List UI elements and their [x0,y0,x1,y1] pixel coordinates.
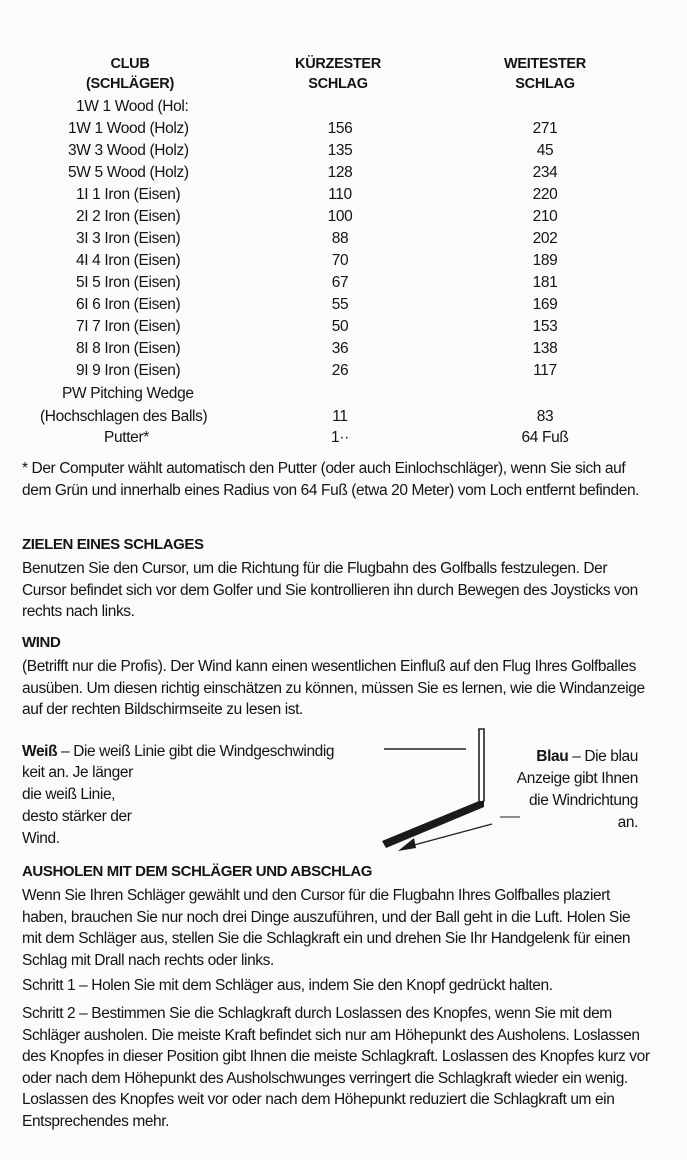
table-row-short: 55 [331,296,349,313]
table-row-club: 3I 3 Iron (Eisen) [76,230,181,247]
table-row-club: 5I 5 Iron (Eisen) [76,274,181,291]
wind-body: (Betrifft nur die Profis). Der Wind kann einen wesentlichen Einfluß auf den Flug Ihres Golfballes ausüben. Um diesen richtig einschätzen zu können, müssen Sie es lernen, wie die Windanzeige auf der rechten Bildschirmseite zu lesen ist. [22,658,645,718]
header-club-line2: (SCHLÄGER) [85,76,175,92]
white-line: die weiß Linie, [22,786,116,803]
table-row-short: 70 [331,252,349,269]
table-row-long: 153 [532,318,558,335]
swing-intro: Wenn Sie Ihren Schläger gewählt und den Cursor für die Flugbahn Ihres Golfballes plaziert haben, brauchen Sie nur noch drei Dinge auszuführen, und der Ball geht in die Luft. Holen Sie mit dem Schläger aus, stellen Sie die Schlagkraft ein und drehen Sie Ihr Handgelenk für einen Schlag mit Drall nach rechts oder links. [22,887,631,969]
header-shortest [278,54,398,94]
table-row-long: 234 [532,164,558,181]
aim-body: Benutzen Sie den Cursor, um die Richtung für die Flugbahn des Golfballs festzulegen. Der Cursor befindet sich vor dem Golfer und Sie kontrollieren ihn durch Bewegen des Joysticks von rechts nach links. [22,560,638,620]
table-row-long: 202 [532,230,558,247]
white-wind-bar [479,729,484,803]
table-row-short: 50 [331,318,349,335]
table-row-long: 45 [536,142,554,159]
table-row-club: (Hochschlagen des Balls) [40,408,208,425]
table-row-short: 11 [332,408,348,425]
table-row-short: 26 [331,362,349,379]
table-row-club: 6I 6 Iron (Eisen) [76,296,181,313]
blue-line: Anzeige gibt Ihnen [516,770,638,787]
table-row-short: 110 [328,186,352,203]
table-row-club: Putter* [104,429,149,446]
table-row-short: 88 [331,230,349,247]
table-row-club: 4I 4 Iron (Eisen) [76,252,181,269]
table-row-long: 189 [532,252,558,269]
wind-indicator-diagram [370,725,530,860]
header-shortest-line2: SCHLAG [308,76,368,92]
table-row-short: 1·· [331,429,349,446]
swing-step1: Schritt 1 – Holen Sie mit dem Schläger aus, indem Sie den Knopf gedrückt halten. [22,977,553,994]
table-row-long: 138 [532,340,558,357]
blue-wind-bar [382,801,484,848]
swing-heading: AUSHOLEN MIT DEM SCHLÄGER UND ABSCHLAG [22,863,373,880]
table-row-club: 1W 1 Wood (Holz) [68,120,189,137]
white-line: – Die weiß Linie gibt die Windgeschwindig [57,743,335,760]
white-line: desto stärker der [22,808,132,825]
table-row-short: 100 [327,208,353,225]
table-row-club: 1W 1 Wood (Hol: [76,98,189,115]
white-label: Weiß [22,743,58,760]
table-row-long: 117 [533,362,557,379]
aim-heading: ZIELEN EINES SCHLAGES [22,536,204,553]
table-row-club: 3W 3 Wood (Holz) [68,142,189,159]
blue-label: Blau [536,748,569,765]
table-row-long: 271 [532,120,558,137]
table-row-club: 1I 1 Iron (Eisen) [76,186,181,203]
table-row-short: 128 [327,164,353,181]
swing-step2: Schritt 2 – Bestimmen Sie die Schlagkraft durch Loslassen des Knopfes, wenn Sie mit dem Schläger ausholen. Die meiste Kraft befindet sich nur am Höhepunkt des Ausholens. Loslassen des Knopfes in dieser Position gibt Ihnen die meiste Schlagkraft. Loslassen des Knopfes kurz vor oder nach dem Höhepunkt des Ausholschwunges verringert die Schlagkraft wieder ein wenig. Loslassen des Knopfes weit vor oder nach dem Höhepunkt reduziert die Schlagkraft um ein Entsprechendes mehr. [22,1005,650,1130]
table-row-long: 64 Fuß [521,429,569,446]
table-row-short: 135 [327,142,353,159]
table-row-long: 220 [532,186,558,203]
putter-footnote: * Der Computer wählt automatisch den Putter (oder auch Einlochschläger), wenn Sie sich auf dem Grün und innerhalb eines Radius von 64 Fuß (etwa 20 Meter) vom Loch entfernt befinden. [22,460,640,499]
blue-line: die Windrichtung [528,792,638,809]
header-club-line1: CLUB [110,56,150,72]
blue-line: an. [617,814,638,831]
header-longest-line1: WEITESTER [504,56,586,72]
table-row-short: 67 [331,274,349,291]
wind-heading: WIND [22,634,61,651]
table-row-club: PW Pitching Wedge [62,385,194,402]
header-shortest-line1: KÜRZESTER [295,56,381,72]
table-row-long: 181 [532,274,558,291]
table-row-club: 7I 7 Iron (Eisen) [76,318,181,335]
blue-line: – Die blau [568,748,638,765]
header-club [70,54,190,94]
table-row-short: 156 [327,120,353,137]
table-row-long: 210 [532,208,558,225]
table-row-club: 8I 8 Iron (Eisen) [76,340,181,357]
table-row-short: 36 [331,340,349,357]
header-longest [485,54,605,94]
table-row-long: 169 [532,296,558,313]
white-line: keit an. Je länger [22,764,133,781]
table-row-club: 5W 5 Wood (Holz) [68,164,189,181]
header-longest-line2: SCHLAG [515,76,575,92]
table-row-club: 2I 2 Iron (Eisen) [76,208,181,225]
table-row-club: 9I 9 Iron (Eisen) [76,362,181,379]
white-line: Wind. [22,830,60,847]
table-row-long: 83 [536,408,554,425]
